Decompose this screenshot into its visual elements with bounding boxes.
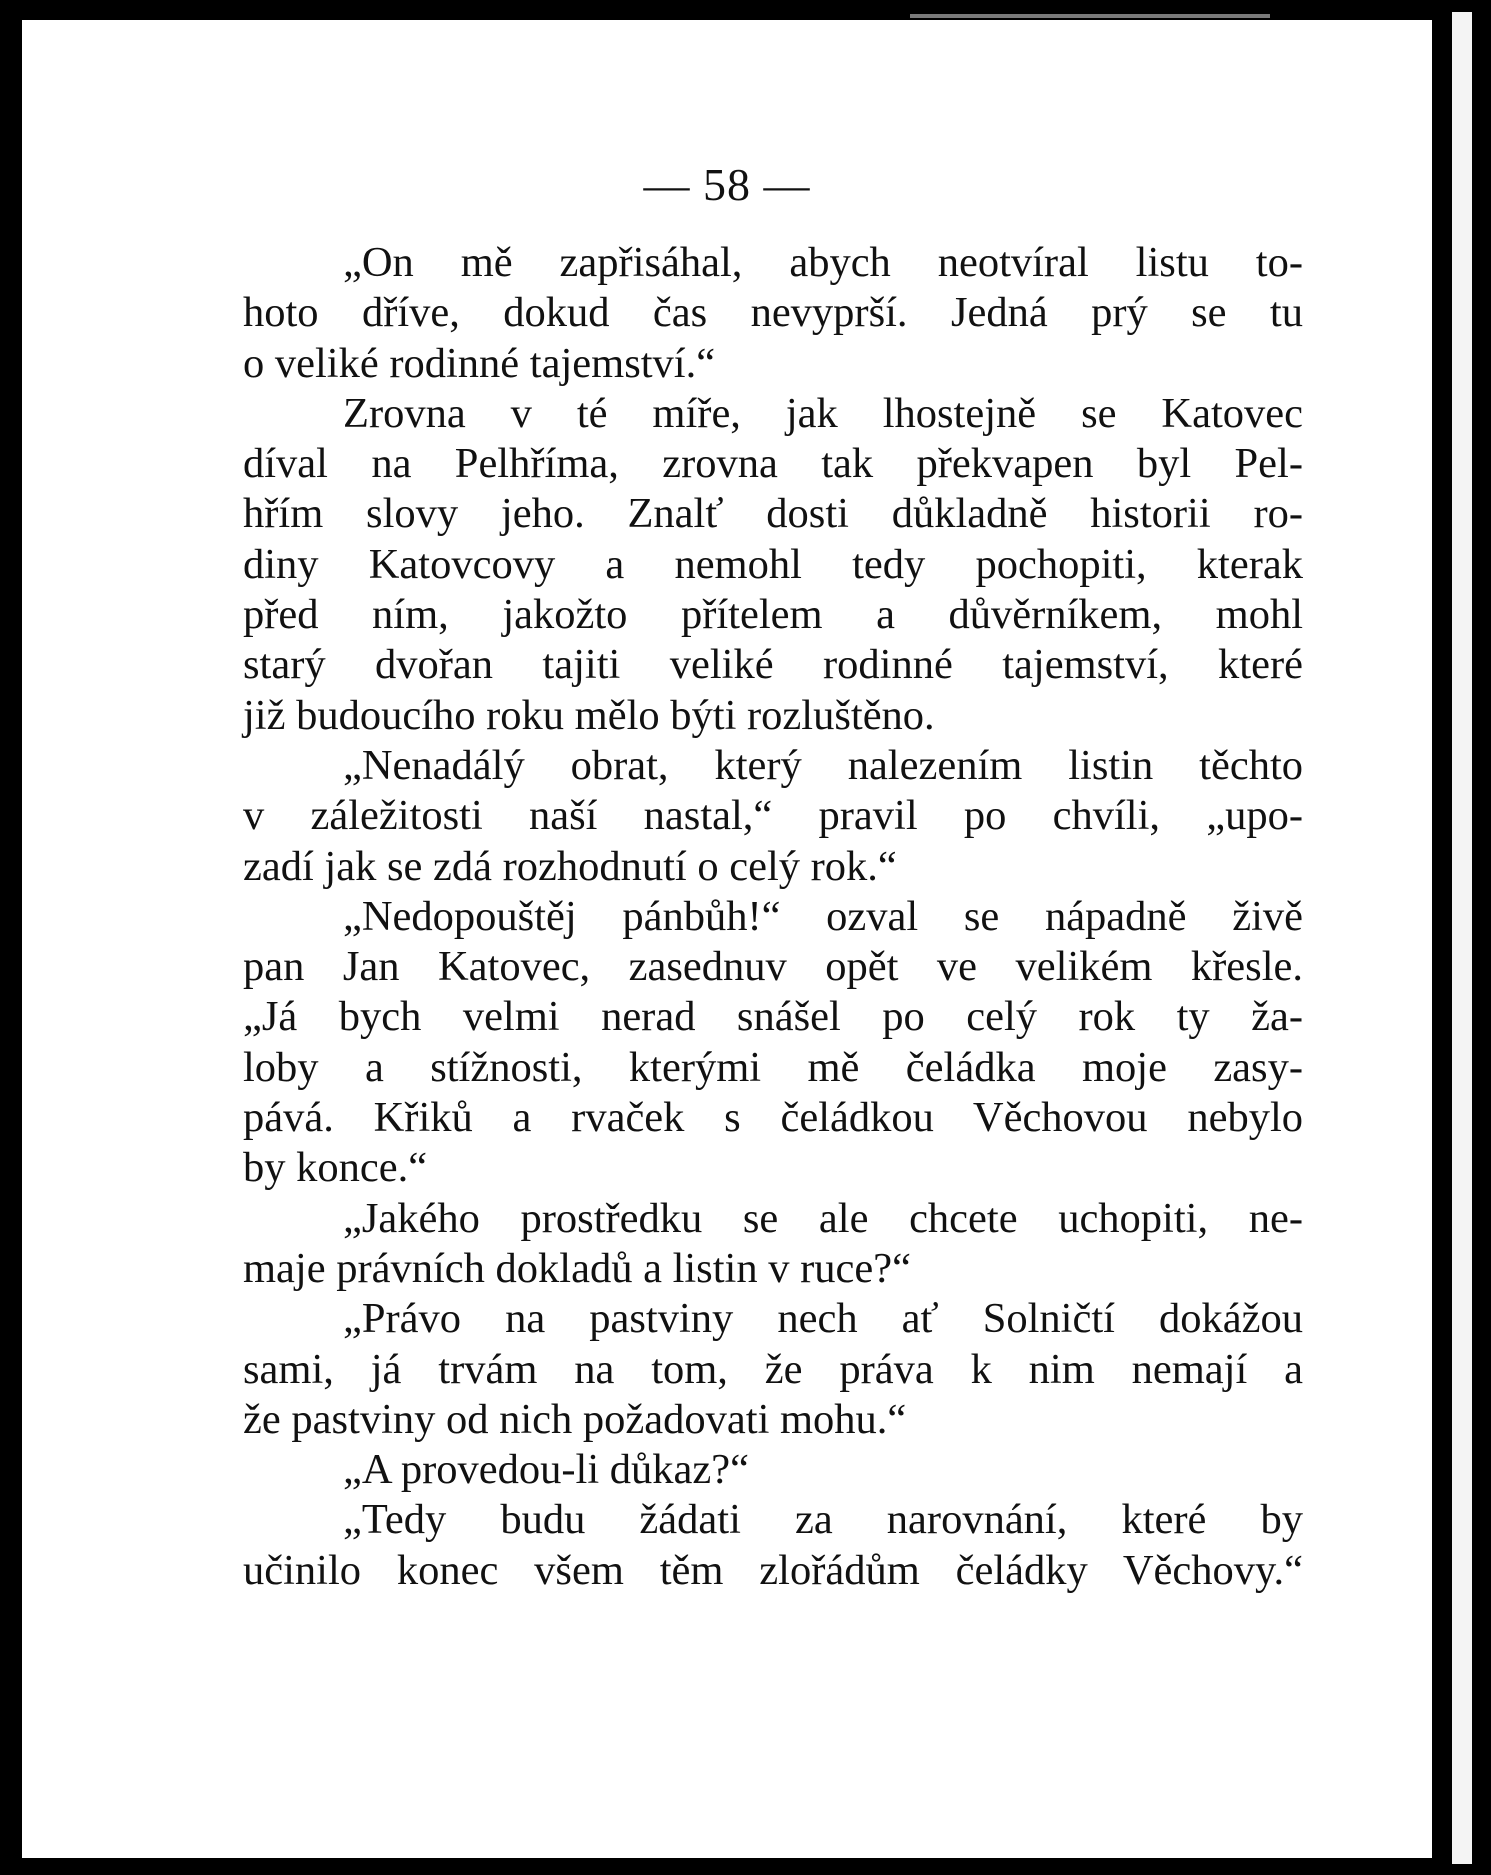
text-line: před ním, jakožto přítelem a důvěrníkem, mohl bbox=[243, 591, 1303, 639]
text-line: „Právo na pastviny nech ať Solničtí dokážou bbox=[343, 1295, 1303, 1343]
text-line: „On mě zapřisáhal, abych neotvíral listu to- bbox=[343, 239, 1303, 286]
text-line: „Já bych velmi nerad snášel po celý rok ty ža- bbox=[243, 993, 1303, 1041]
text-line: pan Jan Katovec, zasednuv opět ve velikém křesle. bbox=[243, 943, 1303, 991]
text-line: „Jakého prostředku se ale chcete uchopiti, ne- bbox=[343, 1194, 1303, 1242]
text-line: loby a stížnosti, kterými mě čeládka moje zasy- bbox=[243, 1043, 1303, 1091]
text-line: „Nenadálý obrat, který nalezením listin těchto bbox=[343, 741, 1303, 789]
text-line: „Nedopouštěj pánbůh!“ ozval se nápadně živě bbox=[343, 892, 1303, 940]
text-line: hřím slovy jeho. Znalť dosti důkladně historii ro- bbox=[243, 490, 1303, 538]
text-line: učinilo konec všem těm zlořádům čeládky Věchovy.“ bbox=[243, 1546, 1303, 1594]
adjacent-page-edge bbox=[1452, 12, 1472, 1864]
text-line: maje právních dokladů a listin v ruce?“ bbox=[243, 1244, 911, 1292]
text-line: díval na Pelhříma, zrovna tak překvapen byl Pel- bbox=[243, 440, 1303, 488]
page-number: — 58 — bbox=[643, 159, 811, 210]
text-line: „A provedou-li důkaz?“ bbox=[343, 1446, 749, 1494]
text-line: by konce.“ bbox=[243, 1144, 428, 1192]
text-line: Zrovna v té míře, jak lhostejně se Katovec bbox=[343, 389, 1303, 437]
text-line: v záležitosti naší nastal,“ pravil po chvíli, „upo- bbox=[243, 792, 1303, 840]
text-line: již budoucího roku mělo býti rozluštěno. bbox=[243, 691, 935, 739]
text-line: že pastviny od nich požadovati mohu.“ bbox=[243, 1395, 907, 1443]
text-line: diny Katovcovy a nemohl tedy pochopiti, kterak bbox=[243, 540, 1303, 588]
text-line: hoto dříve, dokud čas nevyprší. Jedná prý se tu bbox=[243, 289, 1303, 337]
scan-edge-mark bbox=[910, 14, 1270, 18]
text-line: „Tedy budu žádati za narovnání, které by bbox=[343, 1496, 1303, 1544]
text-line: sami, já trvám na tom, že práva k nim nemají a bbox=[243, 1345, 1303, 1393]
text-line: o veliké rodinné tajemství.“ bbox=[243, 339, 716, 387]
text-line: pává. Křiků a rvaček s čeládkou Věchovou nebylo bbox=[243, 1094, 1303, 1142]
text-line: zadí jak se zdá rozhodnutí o celý rok.“ bbox=[243, 842, 897, 890]
text-line: starý dvořan tajiti veliké rodinné tajemství, které bbox=[243, 641, 1303, 689]
body-text bbox=[243, 238, 1303, 1596]
